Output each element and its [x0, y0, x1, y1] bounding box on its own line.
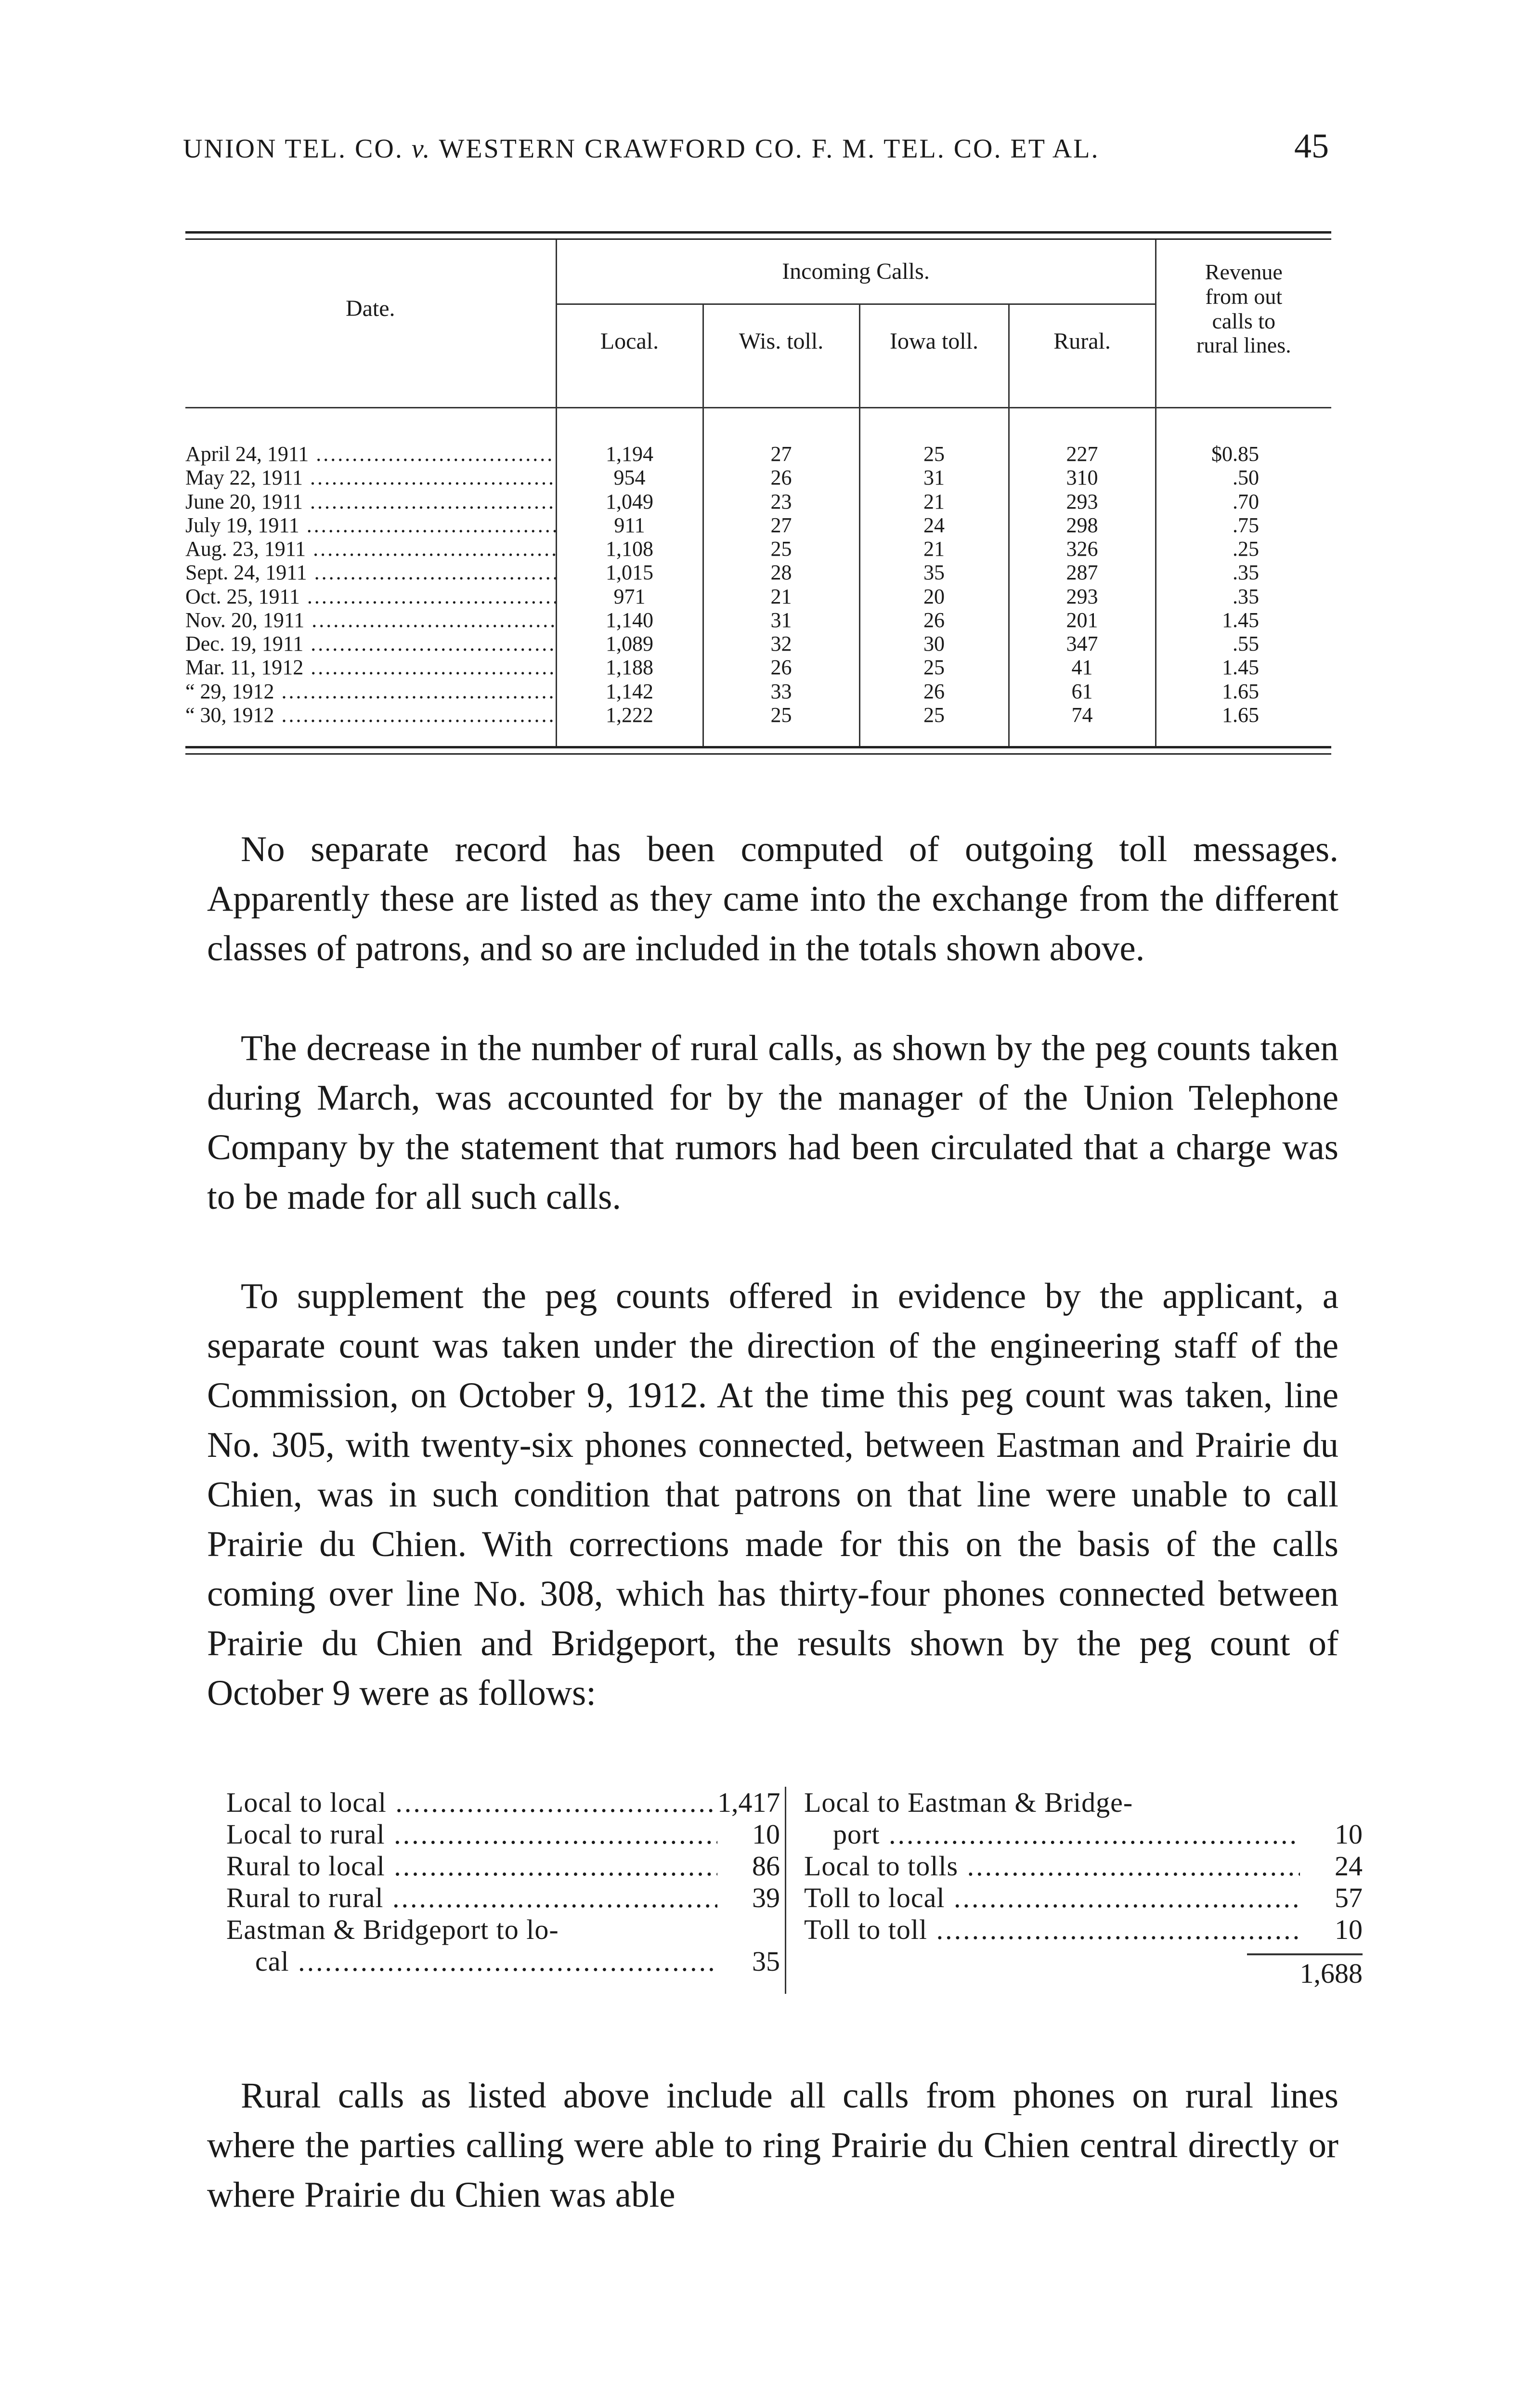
table-row — [185, 585, 1331, 608]
local-cell: 1,049 — [556, 490, 703, 513]
date-cell: April 24, 1911 ..... — [185, 442, 556, 466]
rural-cell: 310 — [1009, 466, 1156, 489]
summary-label: Local to local ..... — [226, 1787, 717, 1819]
table-row — [185, 655, 1331, 679]
iowa-toll-cell: 25 — [859, 442, 1009, 466]
table-row — [185, 680, 1331, 703]
rural-cell: 227 — [1009, 442, 1156, 466]
summary-label: Toll to toll ..... — [804, 1914, 1300, 1946]
incoming-calls-header: Incoming Calls. — [556, 240, 1156, 304]
local-cell: 1,222 — [556, 703, 703, 727]
revenue-header-line: calls to — [1212, 308, 1276, 333]
revenue-header-line: from out — [1205, 284, 1283, 309]
rural-cell: 287 — [1009, 561, 1156, 584]
date-cell: Dec. 19, 1911 ..... — [185, 632, 556, 655]
summary-label: Local to Eastman & Bridge- — [804, 1787, 1133, 1818]
rural-cell: 293 — [1009, 585, 1156, 608]
table-row — [185, 561, 1331, 584]
rural-cell: 347 — [1009, 632, 1156, 655]
list-item — [226, 1882, 780, 1914]
table-row — [185, 466, 1331, 489]
iowa-toll-cell: 26 — [859, 680, 1009, 703]
summary-total: 1,688 — [1299, 1958, 1363, 1989]
local-cell: 1,188 — [556, 655, 703, 679]
wis-toll-cell: 28 — [703, 561, 859, 584]
summary-value: 24 — [1335, 1850, 1363, 1882]
revenue-column-header — [1156, 240, 1331, 378]
wis-toll-cell: 33 — [703, 680, 859, 703]
summary-label: Rural to rural ..... — [226, 1882, 717, 1914]
list-item — [226, 1914, 780, 1946]
running-title-versus: v. — [411, 134, 431, 164]
summary-label: Toll to local ..... — [804, 1882, 1300, 1914]
paragraph-rural-calls: Rural calls as listed above include all calls from phones on rural lines where the parties calling were able to ring Prairie du Chien central directly or where Prairie du Chien was able — [207, 2076, 1338, 2215]
iowa-toll-cell: 24 — [859, 513, 1009, 537]
paragraph-outgoing-toll: No separate record has been computed of outgoing toll messages. Apparently these are listed as they came into the exchange from the different classes of patrons, and so are included in the totals shown above. — [207, 829, 1338, 968]
local-cell: 971 — [556, 585, 703, 608]
iowa-toll-cell: 25 — [859, 655, 1009, 679]
local-cell: 954 — [556, 466, 703, 489]
date-cell: “ 29, 1912 ..... — [185, 680, 556, 703]
wis-toll-cell: 27 — [703, 442, 859, 466]
iowa-toll-cell: 31 — [859, 466, 1009, 489]
list-item — [804, 1787, 1363, 1819]
wis-toll-cell: 26 — [703, 655, 859, 679]
page-number: 45 — [1294, 127, 1329, 165]
revenue-cell: 1.45 — [1156, 655, 1331, 679]
table-row — [185, 442, 1331, 466]
table-body — [185, 408, 1331, 746]
summary-label: Local to rural ..... — [226, 1819, 717, 1850]
revenue-cell: .35 — [1156, 561, 1331, 584]
table-row — [185, 513, 1331, 537]
revenue-cell: .50 — [1156, 466, 1331, 489]
table-row — [185, 703, 1331, 727]
date-cell: June 20, 1911 ..... — [185, 490, 556, 513]
iowa-toll-column-header: Iowa toll. — [859, 304, 1009, 379]
date-cell: July 19, 1911 ..... — [185, 513, 556, 537]
iowa-toll-cell: 20 — [859, 585, 1009, 608]
list-item — [804, 1850, 1363, 1882]
local-cell: 1,015 — [556, 561, 703, 584]
local-cell: 911 — [556, 513, 703, 537]
iowa-toll-cell: 21 — [859, 490, 1009, 513]
date-cell: “ 30, 1912 ..... — [185, 703, 556, 727]
table-row — [185, 490, 1331, 513]
revenue-header-line: rural lines. — [1196, 333, 1291, 358]
local-cell: 1,194 — [556, 442, 703, 466]
running-title — [183, 133, 1099, 164]
summary-value: 57 — [1335, 1882, 1363, 1913]
revenue-cell: 1.65 — [1156, 703, 1331, 727]
list-item — [804, 1914, 1363, 1946]
list-item — [804, 1882, 1363, 1914]
summary-value: 35 — [752, 1946, 780, 1977]
revenue-cell: $0.85 — [1156, 442, 1331, 466]
wis-toll-cell: 32 — [703, 632, 859, 655]
rural-cell: 298 — [1009, 513, 1156, 537]
list-item — [226, 1787, 780, 1819]
running-title-suffix: WESTERN CRAWFORD CO. F. M. TEL. CO. ET AL. — [439, 134, 1100, 164]
revenue-header-line: Revenue — [1205, 260, 1283, 285]
iowa-toll-cell: 35 — [859, 561, 1009, 584]
revenue-cell: .70 — [1156, 490, 1331, 513]
summary-value: 10 — [1335, 1819, 1363, 1850]
iowa-toll-cell: 25 — [859, 703, 1009, 727]
local-cell: 1,140 — [556, 608, 703, 632]
summary-left-column — [226, 1787, 780, 1977]
list-item — [226, 1946, 780, 1977]
table-row — [185, 632, 1331, 655]
rural-cell: 293 — [1009, 490, 1156, 513]
summary-column-divider — [785, 1787, 786, 1994]
local-cell: 1,089 — [556, 632, 703, 655]
date-cell: Nov. 20, 1911 ..... — [185, 608, 556, 632]
summary-value: 39 — [752, 1882, 780, 1913]
summary-value: 1,417 — [717, 1787, 780, 1818]
revenue-cell: 1.65 — [1156, 680, 1331, 703]
rural-cell: 41 — [1009, 655, 1156, 679]
revenue-cell: 1.45 — [1156, 608, 1331, 632]
revenue-cell: .75 — [1156, 513, 1331, 537]
summary-label: Local to tolls ..... — [804, 1850, 1300, 1882]
rural-cell: 201 — [1009, 608, 1156, 632]
summary-value: 10 — [752, 1819, 780, 1850]
table-row — [185, 608, 1331, 632]
local-cell: 1,142 — [556, 680, 703, 703]
rural-cell: 326 — [1009, 537, 1156, 561]
revenue-cell: .25 — [1156, 537, 1331, 561]
calls-table — [185, 231, 1331, 755]
summary-value: 10 — [1335, 1914, 1363, 1945]
wis-toll-cell: 25 — [703, 537, 859, 561]
wis-toll-cell: 26 — [703, 466, 859, 489]
summary-value: 86 — [752, 1850, 780, 1882]
date-cell: Aug. 23, 1911 ..... — [185, 537, 556, 561]
date-cell: Mar. 11, 1912 ..... — [185, 655, 556, 679]
summary-label: port ..... — [804, 1819, 1300, 1850]
wis-toll-cell: 31 — [703, 608, 859, 632]
summary-label: cal ..... — [226, 1946, 717, 1977]
rural-cell: 74 — [1009, 703, 1156, 727]
table-row — [185, 537, 1331, 561]
table-bottom-rule — [185, 746, 1331, 755]
date-cell: May 22, 1911 ..... — [185, 466, 556, 489]
iowa-toll-cell: 26 — [859, 608, 1009, 632]
date-column-header: Date. — [345, 296, 395, 322]
rural-cell: 61 — [1009, 680, 1156, 703]
paragraph-peg-count: To supplement the peg counts offered in evidence by the applicant, a separate count was taken under the direction of the engineering staff of the Commission, on October 9, 1912. At the time this peg count was taken, line No. 305, with twenty-six phones connected, between Eastman and Prairie du Chien, was in such condition that patrons on that line were unable to call Prairie du Chien. With corrections made for this on the basis of the calls coming over line No. 308, which has thirty-four phones connected between Prairie du Chien and Bridgeport, the results shown by the peg count of October 9 were as follows: — [207, 1276, 1338, 1713]
local-column-header: Local. — [556, 304, 703, 379]
summary-label: Eastman & Bridgeport to lo- — [226, 1914, 559, 1945]
local-cell: 1,108 — [556, 537, 703, 561]
revenue-cell: .55 — [1156, 632, 1331, 655]
summary-right-column — [804, 1787, 1363, 1989]
revenue-cell: .35 — [1156, 585, 1331, 608]
wis-toll-column-header: Wis. toll. — [703, 304, 859, 379]
list-item — [226, 1850, 780, 1882]
paragraph-rural-decrease: The decrease in the number of rural calls, as shown by the peg counts taken during March, was accounted for by the manager of the Union Telephone Company by the statement that rumors had been circulated that a charge was to be made for all such calls. — [207, 1028, 1338, 1217]
rural-column-header: Rural. — [1009, 304, 1156, 379]
iowa-toll-cell: 21 — [859, 537, 1009, 561]
summary-label: Rural to local ..... — [226, 1850, 717, 1882]
wis-toll-cell: 25 — [703, 703, 859, 727]
iowa-toll-cell: 30 — [859, 632, 1009, 655]
calls-data-table — [185, 240, 1331, 746]
list-item — [804, 1819, 1363, 1850]
running-header — [183, 126, 1329, 166]
list-item — [226, 1819, 780, 1850]
wis-toll-cell: 21 — [703, 585, 859, 608]
date-cell: Sept. 24, 1911 ..... — [185, 561, 556, 584]
wis-toll-cell: 27 — [703, 513, 859, 537]
wis-toll-cell: 23 — [703, 490, 859, 513]
running-title-prefix: UNION TEL. CO. — [183, 134, 403, 164]
table-top-rule — [185, 231, 1331, 240]
date-cell: Oct. 25, 1911 ..... — [185, 585, 556, 608]
